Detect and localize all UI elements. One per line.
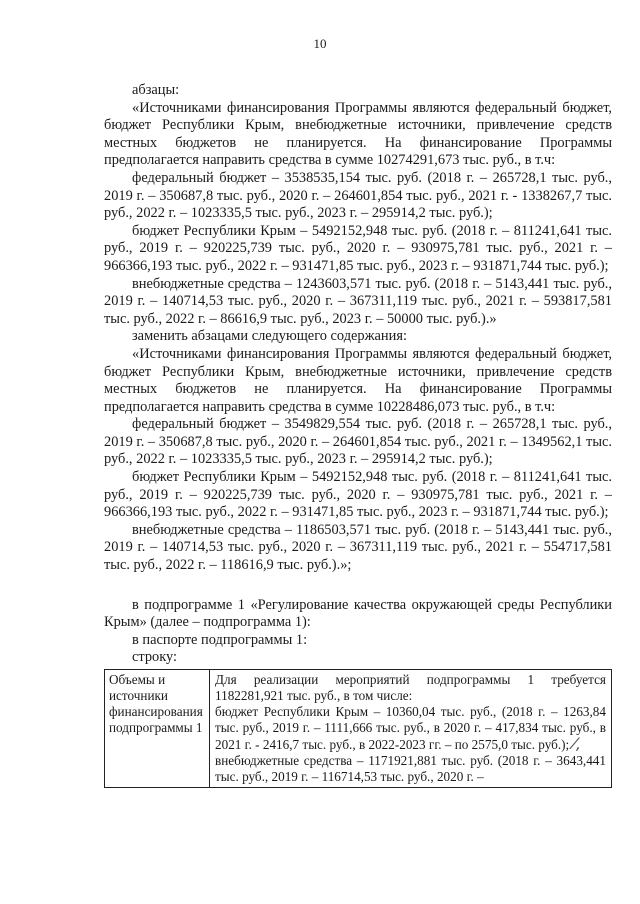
paragraph-old-sources-intro: «Источниками финансирования Программы являются федеральный бюджет, бюджет Республики Крым, внебюджетные источники, привлечение средств местных бюджетов не планируется. На финансирование Программы предполагается направить средства в сумме 10274291,673 тыс. руб., в т.ч: [104, 99, 612, 169]
pen-mark-icon: ⁄, [573, 734, 581, 753]
paragraph-new-crimea-budget: бюджет Республики Крым – 5492152,948 тыс. руб. (2018 г. – 811241,641 тыс. руб., 2019 г. – 920225,739 тыс. руб., 2020 г. – 930975,781 тыс. руб., 2021 г. – 966366,193 тыс. руб., 2022 г. – 931471,85 тыс. руб., 2023 г. – 931871,744 тыс. руб.); [104, 469, 612, 521]
funding-table [104, 669, 612, 788]
paragraph-old-crimea-budget: бюджет Республики Крым – 5492152,948 тыс. руб. (2018 г. – 811241,641 тыс. руб., 2019 г. – 920225,739 тыс. руб., 2020 г. – 930975,781 тыс. руб., 2021 г. – 966366,193 тыс. руб., 2022 г. – 931471,85 тыс. руб., 2023 г. – 931871,744 тыс. руб.); [104, 222, 612, 274]
table-line-crimea-budget [215, 704, 606, 753]
paragraph-old-federal-budget: федеральный бюджет – 3538535,154 тыс. руб. (2018 г. – 265728,1 тыс. руб., 2019 г. – 350687,8 тыс. руб., 2020 г. – 264601,854 тыс. руб., 2021 г. - 1338267,7 тыс. руб., 2022 г. – 1023335,5 тыс. руб., 2023 г. – 295914,2 тыс. руб.); [104, 169, 612, 222]
paragraph-row-label: строку: [132, 649, 178, 666]
paragraph-new-federal-budget: федеральный бюджет – 3549829,554 тыс. руб. (2018 г. – 265728,1 тыс. руб., 2019 г. – 350687,8 тыс. руб., 2020 г. – 264601,854 тыс. руб., 2021 г. – 1349562,1 тыс. руб., 2022 г. – 1023335,5 тыс. руб., 2023 г. – 295914,2 тыс. руб.); [104, 416, 612, 468]
paragraph-subprogram-1: в подпрограмме 1 «Регулирование качества окружающей среды Республики Крым» (далее – подпрограмма 1): [104, 596, 612, 631]
paragraph-subprogram-passport: в паспорте подпрограммы 1: [132, 631, 308, 648]
table-row [105, 670, 612, 788]
paragraph-abzacy: абзацы: [132, 82, 180, 98]
table-line-total: Для реализации мероприятий подпрограммы 1 требуется 1182281,921 тыс. руб., в том числе: [215, 672, 606, 703]
table-line-crimea-budget-text: бюджет Республики Крым – 10360,04 тыс. руб., (2018 г. – 1263,84 тыс. руб., 2019 г. – 1111,666 тыс. руб., в 2020 г. – 417,834 тыс. руб., в 2021 г. - 2416,7 тыс. руб., в 2022-2023 гг. – по 2575,0 тыс. руб.); [215, 704, 606, 752]
page-number: 10 [313, 36, 327, 51]
paragraph-new-extrabudgetary: внебюджетные средства – 1186503,571 тыс. руб. (2018 г. – 5143,441 тыс. руб., 2019 г. – 140714,53 тыс. руб., 2020 г. – 367311,119 тыс. руб., 2021 г. – 554717,581 тыс. руб., 2022 г. – 118616,9 тыс. руб.).»; [104, 521, 612, 574]
table-content-cell [210, 670, 612, 788]
paragraph-old-extrabudgetary: внебюджетные средства – 1243603,571 тыс. руб. (2018 г. – 5143,441 тыс. руб., 2019 г. – 140714,53 тыс. руб., 2020 г. – 367311,119 тыс. руб., 2021 г. – 593817,581 тыс. руб., 2022 г. – 86616,9 тыс. руб., 2023 г. – 50000 тыс. руб.).» [104, 275, 612, 327]
paragraph-new-sources-intro: «Источниками финансирования Программы являются федеральный бюджет, бюджет Республики Крым, внебюджетные источники, привлечение средств местных бюджетов не планируется. На финансирование Программы предполагается направить средства в сумме 10228486,073 тыс. руб., в т.ч: [104, 345, 612, 415]
table-line-extrabudgetary: внебюджетные средства – 1171921,881 тыс. руб. (2018 г. – 3643,441 тыс. руб., 2019 г. – 116714,53 тыс. руб., 2020 г. – [215, 753, 606, 784]
table-label-cell: Объемы и источники финансирования подпрограммы 1 [105, 670, 210, 788]
paragraph-replace-with: заменить абзацами следующего содержания: [132, 328, 407, 345]
funding-table-block [104, 669, 612, 788]
document-body [104, 82, 612, 788]
